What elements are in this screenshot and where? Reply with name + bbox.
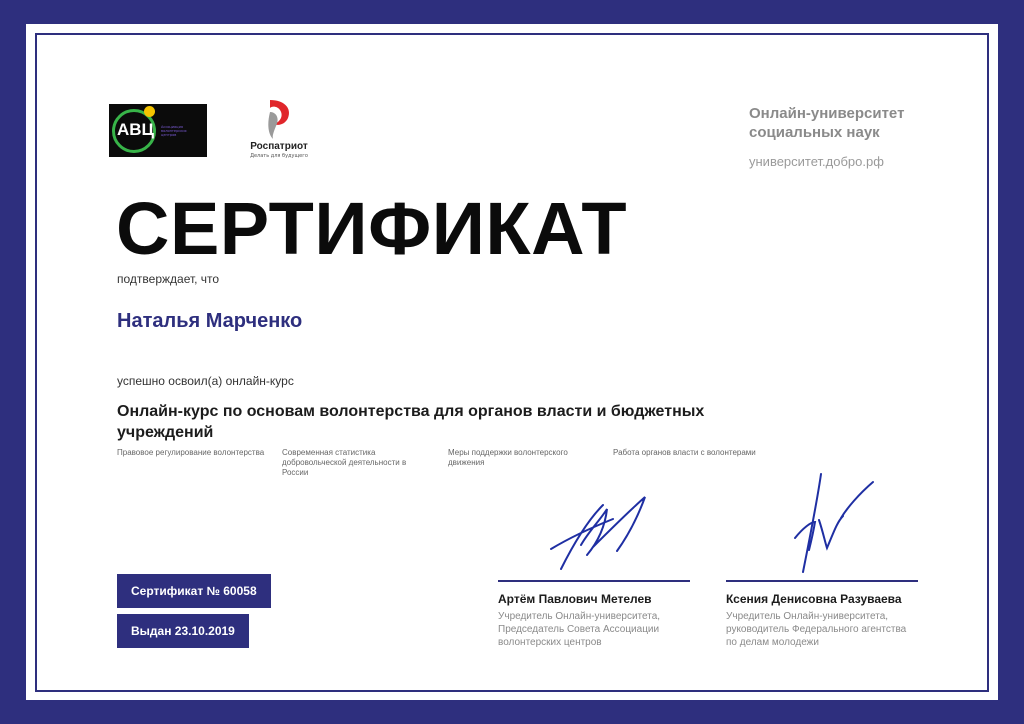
course-title: [117, 401, 837, 443]
certificate-sheet: [26, 24, 998, 700]
avc-logo-small-text: Ассоциация волонтерских центров: [161, 125, 187, 137]
signer-role-line: Председатель Совета Ассоциации: [498, 624, 660, 635]
topic-item: Работа органов власти с волонтерами: [613, 448, 756, 457]
signer-razuvaeva: [726, 592, 936, 649]
university-block: [749, 104, 969, 169]
signer-name: Ксения Денисовна Разуваева: [726, 592, 902, 606]
avc-logo: [109, 104, 207, 157]
course-title-line1: Онлайн-курс по основам волонтерства для органов власти и бюджетных: [117, 403, 705, 420]
signer-role-line: Учредитель Онлайн-университета,: [726, 611, 889, 622]
signature-line: [498, 580, 690, 582]
university-title-line1: Онлайн-университет: [749, 105, 905, 122]
signature-metelev: [541, 489, 671, 579]
signature-line: [726, 580, 918, 582]
topic-item: Меры поддержки волонтерского движения: [448, 448, 568, 467]
topic-item: Современная статистика добровольческой деятельности в России: [282, 448, 407, 477]
course-title-line2: учреждений: [117, 424, 214, 441]
signer-role-line: Учредитель Онлайн-университета,: [498, 611, 661, 622]
signature-razuvaeva: [781, 472, 881, 582]
signer-name: Артём Павлович Метелев: [498, 592, 652, 606]
university-title-line2: социальных наук: [749, 124, 880, 141]
rospatriot-logo: [242, 98, 316, 164]
signer-role-line: руководитель Федерального агентства: [726, 624, 907, 635]
completed-text: успешно освоил(а) онлайн-курс: [117, 374, 294, 388]
signer-role: [498, 610, 708, 649]
rospatriot-tagline: Делать для будущего: [250, 153, 308, 159]
university-site: университет.добро.рф: [749, 154, 884, 169]
recipient-name: Наталья Марченко: [117, 310, 303, 332]
confirms-text: подтверждает, что: [117, 272, 220, 286]
rospatriot-name: Роспатриот: [250, 141, 308, 152]
certificate-number-badge: Сертификат № 60058: [117, 574, 271, 608]
avc-logo-dot: [144, 106, 155, 117]
topic-item: Правовое регулирование волонтерства: [117, 448, 265, 457]
certificate-title: СЕРТИФИКАТ: [116, 187, 628, 270]
avc-logo-abbr: АВЦ: [117, 120, 154, 139]
issue-date-badge: Выдан 23.10.2019: [117, 614, 249, 648]
rospatriot-emblem-icon: [264, 98, 294, 140]
signer-role: [726, 610, 936, 649]
signer-role-line: по делам молодежи: [726, 637, 819, 648]
signer-role-line: волонтерских центров: [498, 637, 602, 648]
signer-metelev: [498, 592, 708, 649]
